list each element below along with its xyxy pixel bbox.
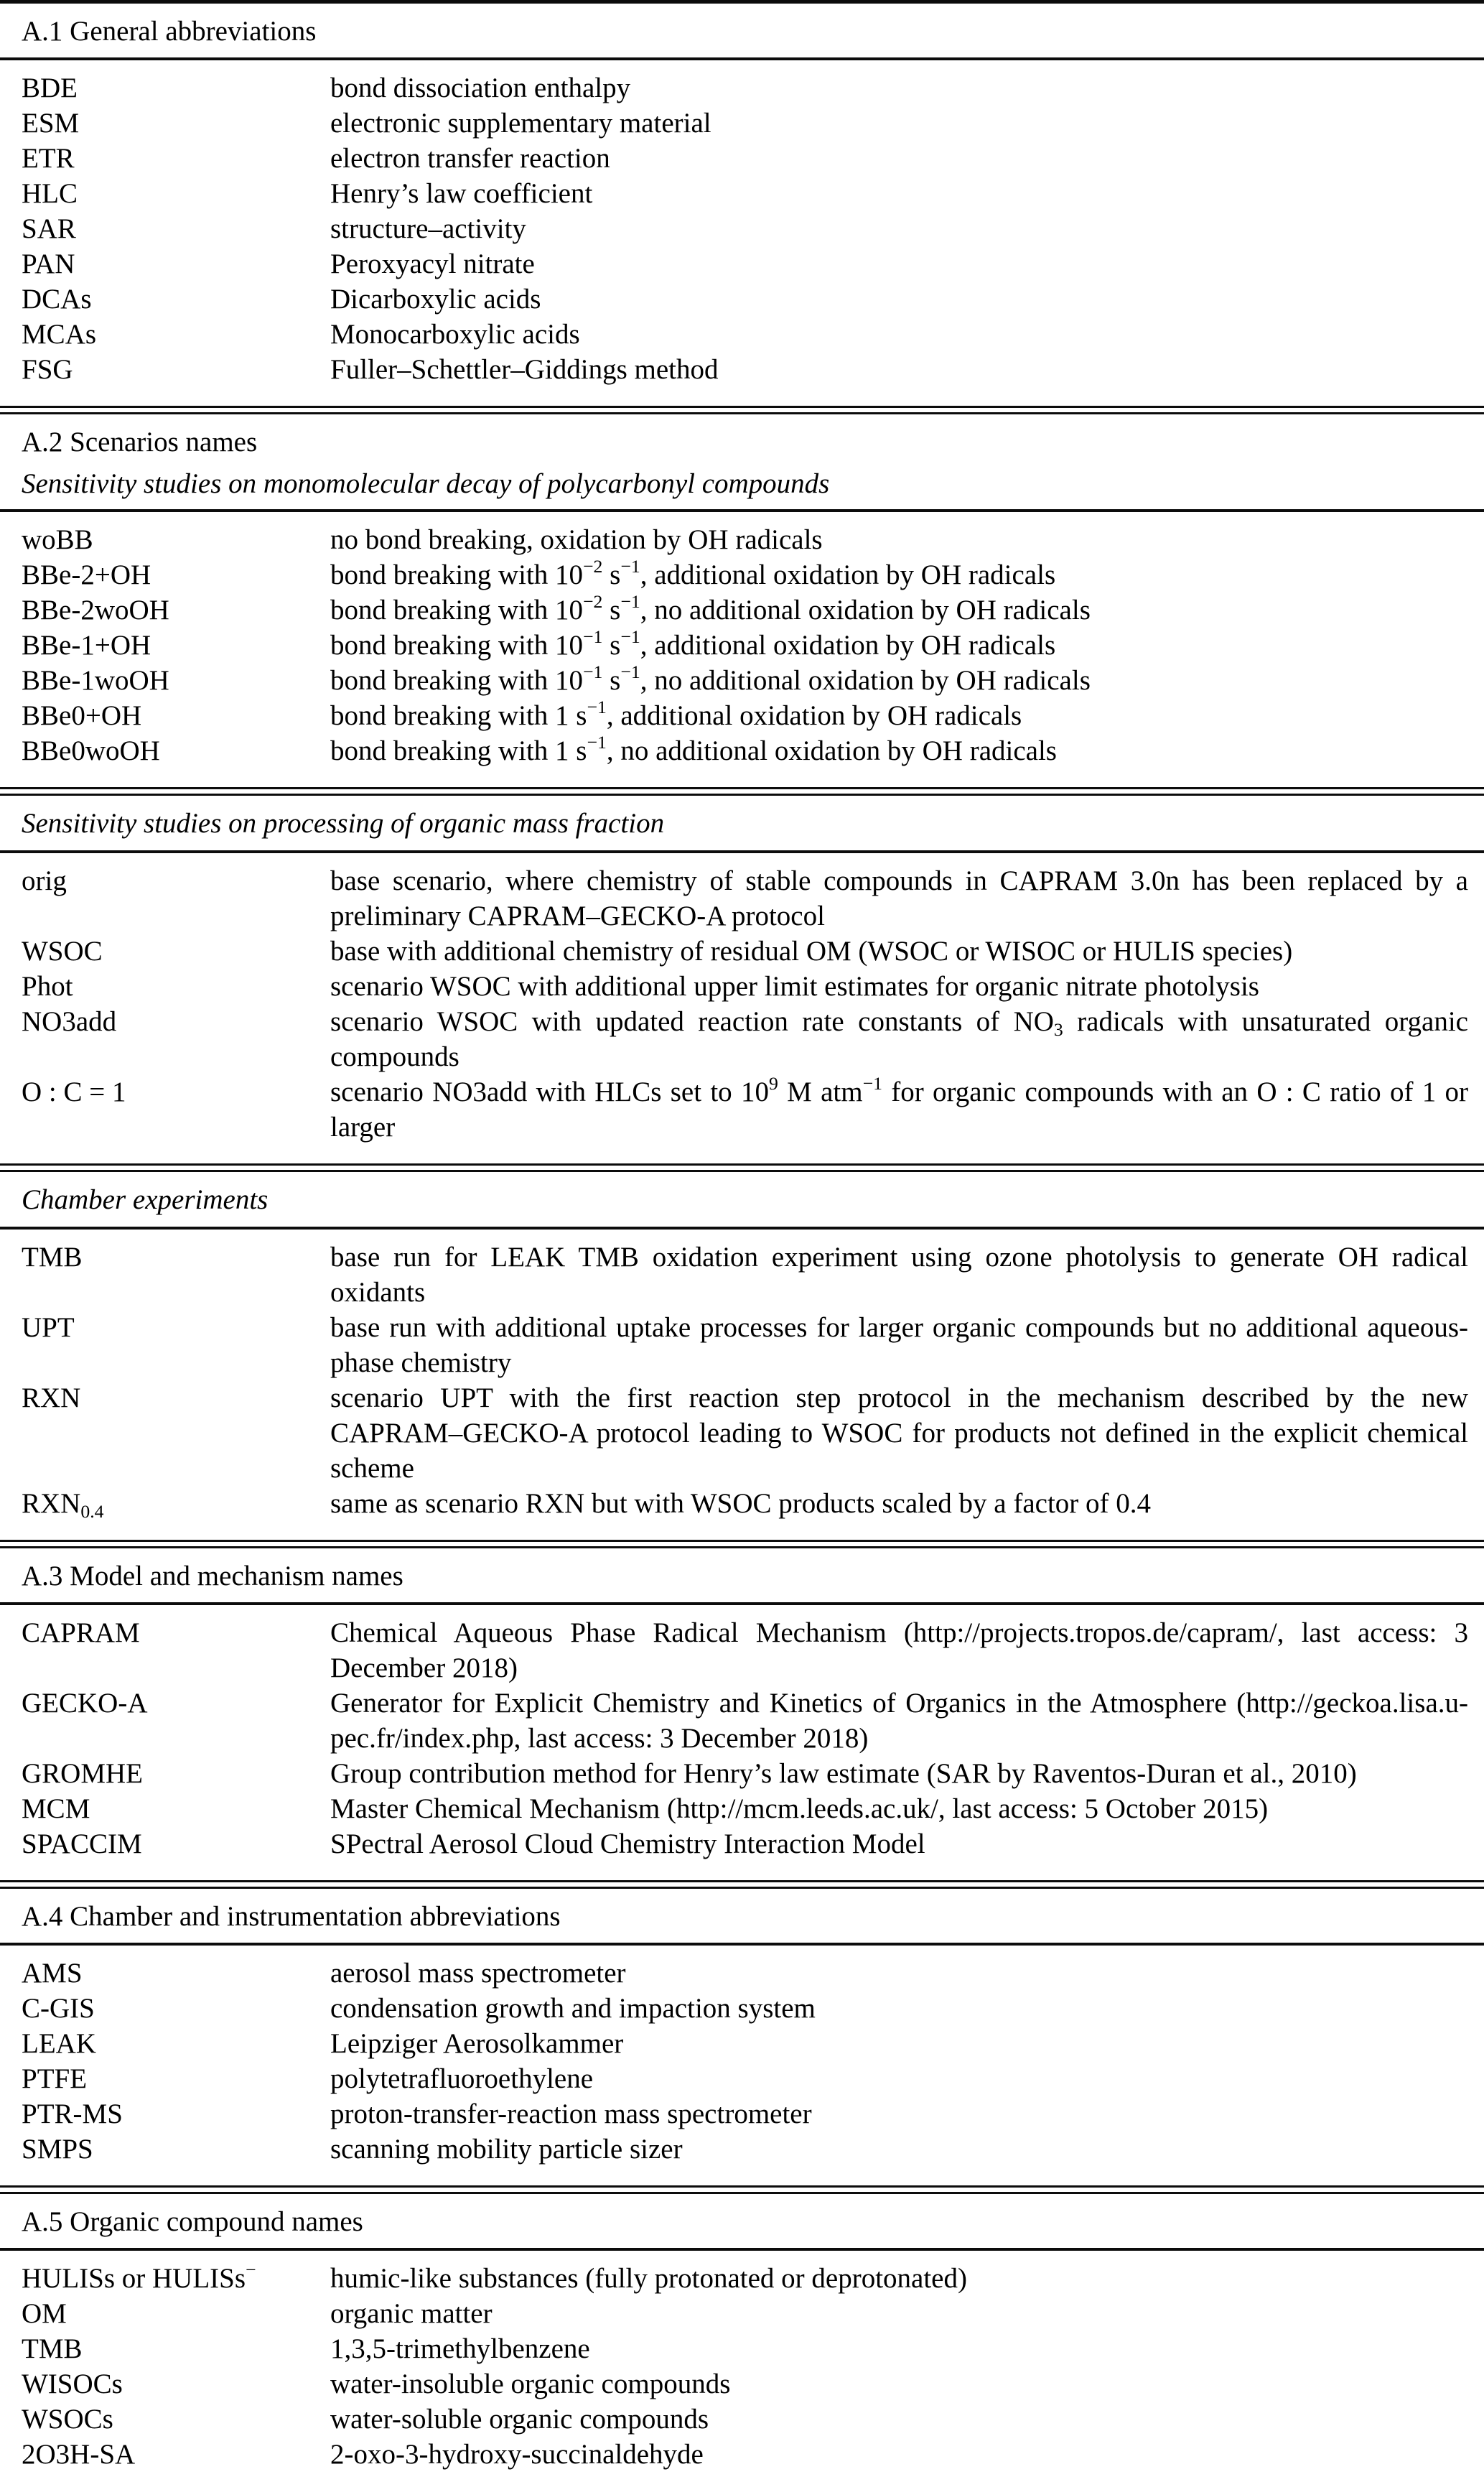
abbreviation-cell: AMS bbox=[22, 1958, 83, 1989]
table-row bbox=[0, 1791, 1484, 1826]
table-row bbox=[0, 282, 1484, 317]
description-cell: condensation growth and impaction system bbox=[330, 1993, 816, 2024]
abbreviation-cell: orig bbox=[22, 865, 67, 896]
table-row bbox=[0, 863, 1484, 934]
table-row bbox=[0, 2096, 1484, 2132]
abbreviation-cell: SMPS bbox=[22, 2134, 93, 2165]
table-row bbox=[0, 1240, 1484, 1310]
section-title: A.5 Organic compound names bbox=[22, 2206, 363, 2237]
table-row bbox=[0, 2331, 1484, 2366]
section-title: A.2 Scenarios names bbox=[22, 427, 258, 457]
table-row bbox=[0, 2402, 1484, 2437]
description-cell: Dicarboxylic acids bbox=[330, 284, 541, 315]
section-separator-rule bbox=[0, 1880, 1484, 1889]
description-cell: bond breaking with $10^{-2}$ $s^{-1}$, additional oxidation by OH radicals bbox=[330, 556, 1056, 590]
table-row bbox=[0, 106, 1484, 141]
description-cell: Henry’s law coefficient bbox=[330, 178, 593, 209]
description-cell: proton-transfer-reaction mass spectrometer bbox=[330, 2098, 812, 2129]
description-cell: structure–activity bbox=[330, 213, 526, 244]
table-row bbox=[0, 2296, 1484, 2331]
description-cell: bond breaking with 1 $s^{-1}$, additional oxidation by OH radicals bbox=[330, 697, 1022, 731]
abbreviation-cell: 2O3H-SA bbox=[22, 2439, 136, 2470]
table-row bbox=[0, 522, 1484, 557]
table-row bbox=[0, 934, 1484, 969]
description-cell: aerosol mass spectrometer bbox=[330, 1958, 626, 1989]
table-row bbox=[0, 141, 1484, 176]
description-cell: bond dissociation enthalpy bbox=[330, 73, 631, 103]
abbreviation-cell: TMB bbox=[22, 2333, 83, 2364]
description-cell: scenario WSOC with updated reaction rate constants of $NO_3$ radicals with unsaturated organic compounds bbox=[330, 1006, 1468, 1072]
table-row bbox=[0, 2061, 1484, 2096]
description-cell: no bond breaking, oxidation by OH radicals bbox=[330, 524, 823, 555]
section-subtitle: Chamber experiments bbox=[22, 1184, 269, 1215]
table-row bbox=[0, 352, 1484, 387]
table-row bbox=[0, 1991, 1484, 2026]
table-row bbox=[0, 1956, 1484, 1991]
section-subtitle: Sensitivity studies on monomolecular decay of polycarbonyl compounds bbox=[22, 468, 830, 499]
abbreviation-cell: GROMHE bbox=[22, 1758, 144, 1789]
description-cell: polytetrafluoroethylene bbox=[330, 2063, 594, 2094]
abbreviation-cell: ETR bbox=[22, 143, 75, 174]
table-row bbox=[0, 592, 1484, 628]
table-row bbox=[0, 70, 1484, 106]
description-cell: electronic supplementary material bbox=[330, 108, 711, 139]
description-cell: SPectral Aerosol Cloud Chemistry Interaction Model bbox=[330, 1828, 925, 1859]
abbreviation-rows bbox=[0, 1230, 1484, 1540]
subsection-separator-rule bbox=[0, 1163, 1484, 1172]
table-row bbox=[0, 1756, 1484, 1791]
abbreviation-cell: ESM bbox=[22, 108, 80, 139]
abbreviation-rows bbox=[0, 512, 1484, 787]
description-cell: humic-like substances (fully protonated or deprotonated) bbox=[330, 2263, 967, 2294]
abbreviation-cell: woBB bbox=[22, 524, 93, 555]
description-cell: Leipziger Aerosolkammer bbox=[330, 2028, 624, 2059]
abbreviation-cell: PAN bbox=[22, 248, 75, 279]
abbreviation-cell: BBe0woOH bbox=[22, 735, 160, 766]
description-cell: base run with additional uptake processes for larger organic compounds but no additional aqueous-phase chemistry bbox=[330, 1312, 1468, 1378]
table-row bbox=[0, 557, 1484, 592]
table-row bbox=[0, 246, 1484, 282]
description-cell: base run for LEAK TMB oxidation experiment using ozone photolysis to generate OH radical oxidants bbox=[330, 1242, 1468, 1308]
table-row bbox=[0, 733, 1484, 768]
description-cell: Generator for Explicit Chemistry and Kinetics of Organics in the Atmosphere (http://geckoa.lisa.u-pec.fr/index.php, last access: 3 December 2018) bbox=[330, 1688, 1468, 1754]
table-row bbox=[0, 969, 1484, 1004]
abbreviation-cell: SPACCIM bbox=[22, 1828, 142, 1859]
table-row bbox=[0, 663, 1484, 698]
description-cell: Chemical Aqueous Phase Radical Mechanism (http://projects.tropos.de/capram/, last access: 3 December 2018) bbox=[330, 1617, 1468, 1683]
abbreviation-cell: MCM bbox=[22, 1793, 90, 1824]
description-cell: scenario NO3add with HLCs set to $10^9$ M atm$^{-1}$ for organic compounds with an O : C ratio of 1 or larger bbox=[330, 1073, 1468, 1143]
section-title: A.4 Chamber and instrumentation abbreviations bbox=[22, 1901, 561, 1932]
description-cell: scanning mobility particle sizer bbox=[330, 2134, 683, 2165]
abbreviation-cell: TMB bbox=[22, 1242, 83, 1273]
abbreviation-rows bbox=[0, 1946, 1484, 2185]
abbreviation-cell: SAR bbox=[22, 213, 76, 244]
table-row bbox=[0, 2261, 1484, 2296]
abbreviation-cell: CAPRAM bbox=[22, 1617, 140, 1648]
abbreviation-cell: WISOCs bbox=[22, 2369, 123, 2399]
table-row bbox=[0, 211, 1484, 246]
description-cell: Group contribution method for Henry’s law estimate (SAR by Raventos-Duran et al., 2010) bbox=[330, 1758, 1357, 1789]
description-cell: bond breaking with $10^{-1}$ $s^{-1}$, additional oxidation by OH radicals bbox=[330, 626, 1056, 661]
abbreviation-cell: WSOC bbox=[22, 936, 103, 967]
description-cell: 2-oxo-3-hydroxy-succinaldehyde bbox=[330, 2439, 704, 2470]
description-cell: water-soluble organic compounds bbox=[330, 2404, 709, 2435]
abbreviation-cell: DCAs bbox=[22, 284, 92, 315]
table-row bbox=[0, 2437, 1484, 2472]
description-cell: bond breaking with $10^{-1}$ $s^{-1}$, no additional oxidation by OH radicals bbox=[330, 661, 1091, 696]
table-row bbox=[0, 1826, 1484, 1862]
section-title: A.3 Model and mechanism names bbox=[22, 1561, 403, 1591]
description-cell: organic matter bbox=[330, 2298, 493, 2329]
abbreviation-cell: HULISs or HULISs− bbox=[22, 2259, 256, 2294]
abbreviation-cell: Phot bbox=[22, 971, 73, 1002]
table-row bbox=[0, 2132, 1484, 2167]
subsection-separator-rule bbox=[0, 787, 1484, 796]
abbreviation-cell: $RXN_{0.4}$ bbox=[22, 1488, 104, 1523]
abbreviation-cell: OM bbox=[22, 2298, 67, 2329]
section-separator-rule bbox=[0, 406, 1484, 414]
table-row bbox=[0, 1486, 1484, 1521]
description-cell: scenario WSOC with additional upper limit estimates for organic nitrate photolysis bbox=[330, 971, 1259, 1002]
abbreviation-cell: HLC bbox=[22, 178, 78, 209]
abbreviation-rows bbox=[0, 1605, 1484, 1880]
table-row bbox=[0, 1074, 1484, 1145]
description-cell: base with additional chemistry of residual OM (WSOC or WISOC or HULIS species) bbox=[330, 936, 1293, 967]
table-row bbox=[0, 1380, 1484, 1486]
table-row bbox=[0, 628, 1484, 663]
abbreviation-rows bbox=[0, 60, 1484, 406]
abbreviation-cell: C-GIS bbox=[22, 1993, 95, 2024]
abbreviation-cell: O : C = 1 bbox=[22, 1077, 126, 1107]
abbreviation-cell: NO3add bbox=[22, 1006, 117, 1037]
description-cell: Fuller–Schettler–Giddings method bbox=[330, 354, 719, 385]
abbreviation-cell: RXN bbox=[22, 1382, 81, 1413]
description-cell: Peroxyacyl nitrate bbox=[330, 248, 535, 279]
abbreviation-cell: BBe-1woOH bbox=[22, 665, 169, 696]
abbreviation-cell: BDE bbox=[22, 73, 78, 103]
abbreviation-cell: UPT bbox=[22, 1312, 75, 1343]
section-separator-rule bbox=[0, 2185, 1484, 2194]
section-separator-rule bbox=[0, 1540, 1484, 1548]
abbreviation-cell: MCAs bbox=[22, 319, 97, 350]
table-row bbox=[0, 176, 1484, 211]
table-row bbox=[0, 2026, 1484, 2061]
abbreviation-cell: BBe0+OH bbox=[22, 700, 142, 731]
section-subtitle: Sensitivity studies on processing of organic mass fraction bbox=[22, 808, 665, 839]
section-title: A.1 General abbreviations bbox=[22, 16, 317, 47]
abbreviation-cell: FSG bbox=[22, 354, 73, 385]
table-row bbox=[0, 1615, 1484, 1686]
table-row bbox=[0, 1004, 1484, 1074]
abbreviation-cell: BBe-2woOH bbox=[22, 595, 169, 626]
description-cell: electron transfer reaction bbox=[330, 143, 610, 174]
abbreviation-cell: PTFE bbox=[22, 2063, 88, 2094]
abbreviation-cell: PTR-MS bbox=[22, 2098, 123, 2129]
abbreviation-cell: LEAK bbox=[22, 2028, 96, 2059]
table-row bbox=[0, 317, 1484, 352]
description-cell: bond breaking with $10^{-2}$ $s^{-1}$, no additional oxidation by OH radicals bbox=[330, 591, 1091, 626]
table-row bbox=[0, 1686, 1484, 1756]
description-cell: Monocarboxylic acids bbox=[330, 319, 580, 350]
description-cell: scenario UPT with the first reaction step protocol in the mechanism described by the new CAPRAM–GECKO-A protocol leading to WSOC for products not defined in the explicit chemical scheme bbox=[330, 1382, 1468, 1484]
abbreviation-cell: GECKO-A bbox=[22, 1688, 148, 1719]
table-row bbox=[0, 2366, 1484, 2402]
description-cell: base scenario, where chemistry of stable compounds in CAPRAM 3.0n has been replaced by a preliminary CAPRAM–GECKO-A protocol bbox=[330, 865, 1468, 931]
description-cell: bond breaking with 1 $s^{-1}$, no additional oxidation by OH radicals bbox=[330, 732, 1057, 766]
description-cell: same as scenario RXN but with WSOC products scaled by a factor of 0.4 bbox=[330, 1488, 1152, 1519]
table-row bbox=[0, 698, 1484, 733]
abbreviation-cell: BBe-2+OH bbox=[22, 559, 151, 590]
abbreviation-rows bbox=[0, 853, 1484, 1163]
description-cell: Master Chemical Mechanism (http://mcm.leeds.ac.uk/, last access: 5 October 2015) bbox=[330, 1793, 1269, 1824]
abbreviation-cell: BBe-1+OH bbox=[22, 630, 151, 661]
description-cell: water-insoluble organic compounds bbox=[330, 2369, 731, 2399]
description-cell: 1,3,5-trimethylbenzene bbox=[330, 2333, 590, 2364]
table-row bbox=[0, 1310, 1484, 1380]
abbreviation-rows bbox=[0, 2251, 1484, 2482]
abbreviation-cell: WSOCs bbox=[22, 2404, 113, 2435]
